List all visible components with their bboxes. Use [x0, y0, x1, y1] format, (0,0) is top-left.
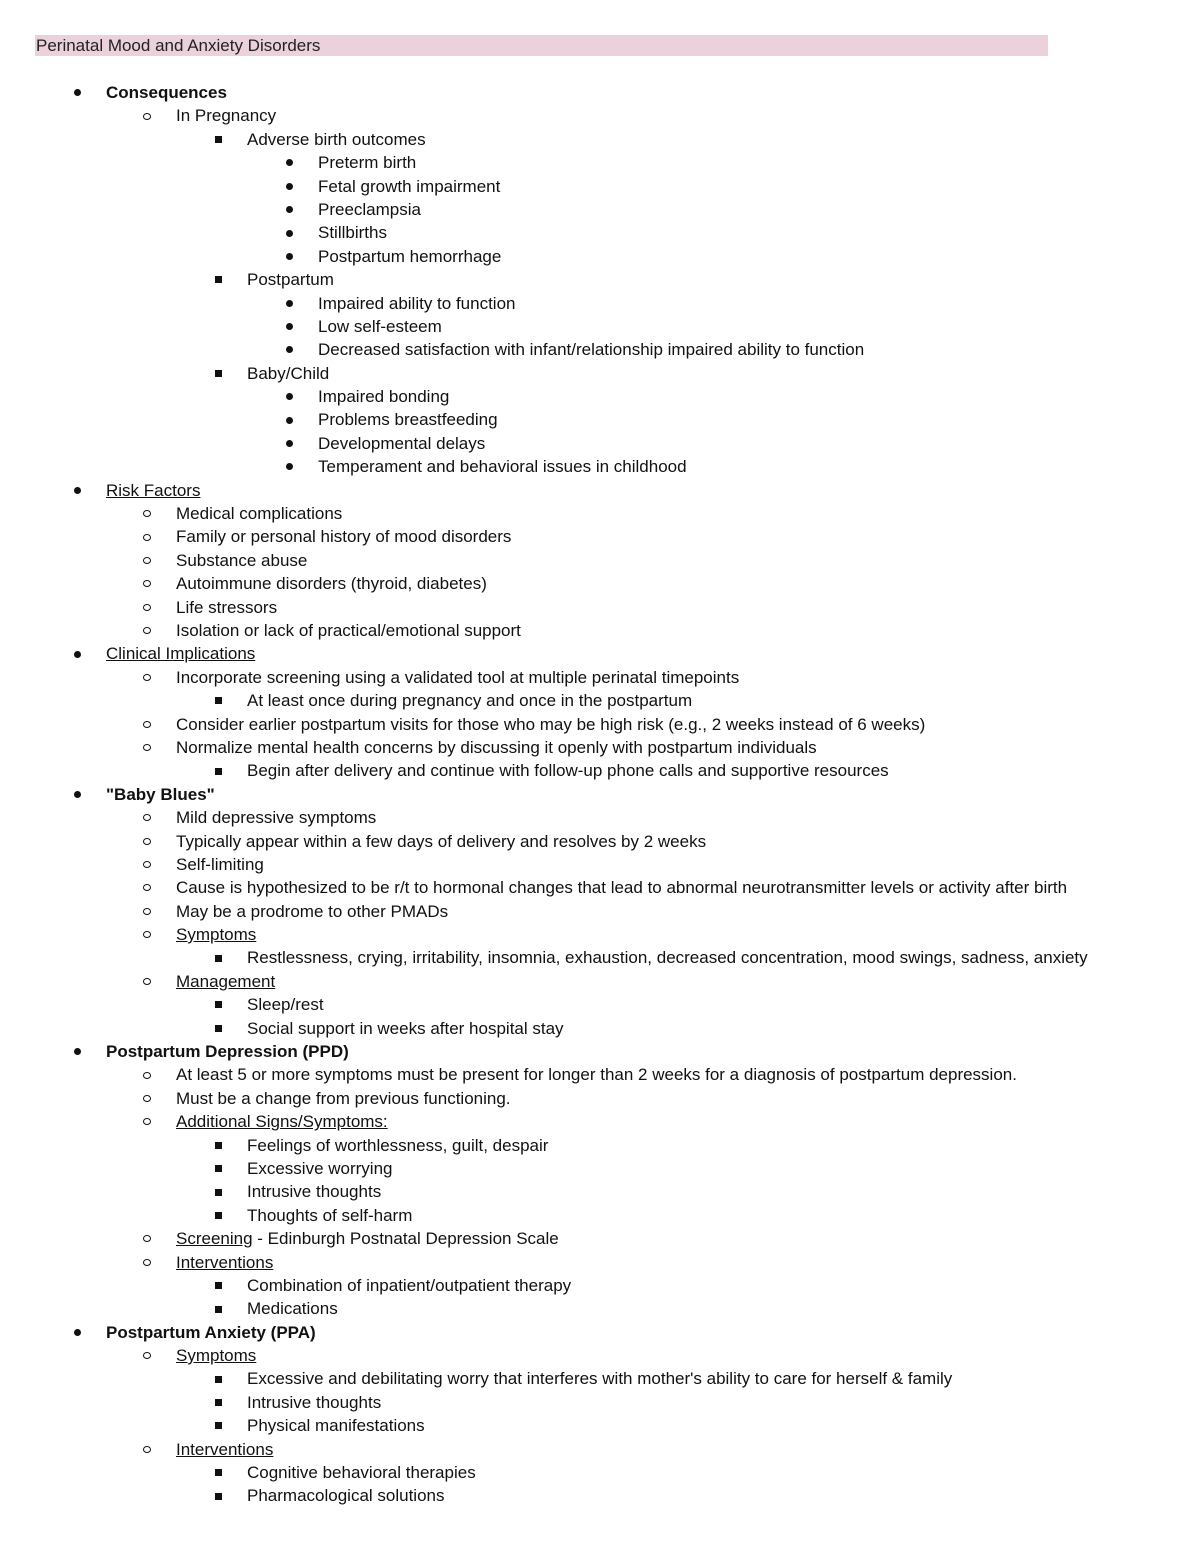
item-label: Combination of inpatient/outpatient therapy: [247, 1275, 572, 1295]
outline-item-text: [176, 1227, 559, 1250]
item-label: Intrusive thoughts: [247, 1392, 382, 1412]
bullet-square-icon: [211, 1204, 225, 1227]
outline-item-level-4: [0, 175, 1200, 198]
bullet-hollow-circle-icon: [140, 876, 154, 899]
outline-item-text: [247, 1297, 338, 1320]
bullet-square-icon: [211, 1461, 225, 1484]
outline-item-text: [176, 549, 307, 572]
item-label: Impaired bonding: [318, 387, 450, 407]
bullet-hollow-circle-icon: [140, 830, 154, 853]
bullet-square-icon: [211, 362, 225, 385]
outline-item-level-4: [0, 221, 1200, 244]
section-heading: Risk Factors: [106, 480, 201, 500]
bullet-hollow-circle-icon: [140, 806, 154, 829]
outline-item-level-2: [0, 713, 1200, 736]
outline-item-text: [247, 268, 334, 291]
bullet-hollow-circle-icon: [140, 502, 154, 525]
outline-item-level-3: [0, 759, 1200, 782]
outline-item-level-3: [0, 1274, 1200, 1297]
outline-item-text: [247, 1391, 381, 1414]
outline-item-level-4: [0, 408, 1200, 431]
outline-item-text: [318, 432, 485, 455]
outline-item-text: [318, 175, 500, 198]
outline-item-level-1: [0, 642, 1200, 665]
bullet-filled-circle-icon: [70, 642, 84, 665]
outline-item-text: [247, 362, 329, 385]
outline-item-level-3: [0, 1157, 1200, 1180]
outline-item-level-2: [0, 1344, 1200, 1367]
bullet-square-icon: [211, 1484, 225, 1507]
outline-item-text: [176, 830, 706, 853]
bullet-square-icon: [211, 993, 225, 1016]
bullet-filled-circle-icon: [282, 245, 296, 268]
outline-item-level-4: [0, 315, 1200, 338]
outline-item-text: [247, 128, 426, 151]
outline-item-text: [176, 1087, 511, 1110]
item-label: Social support in weeks after hospital stay: [247, 1018, 564, 1038]
outline-item-level-3: [0, 128, 1200, 151]
outline-item-level-2: [0, 1110, 1200, 1133]
outline-item-level-2: [0, 830, 1200, 853]
item-label: Postpartum hemorrhage: [318, 246, 502, 266]
outline-item-text: [318, 292, 516, 315]
outline-item-level-2: [0, 1438, 1200, 1461]
bullet-square-icon: [211, 1274, 225, 1297]
item-label: Stillbirths: [318, 223, 387, 243]
bullet-hollow-circle-icon: [140, 736, 154, 759]
document-title: Perinatal Mood and Anxiety Disorders: [36, 36, 321, 55]
bullet-hollow-circle-icon: [140, 549, 154, 572]
bullet-filled-circle-icon: [282, 175, 296, 198]
bullet-hollow-circle-icon: [140, 1110, 154, 1133]
outline-item-text: [176, 1438, 273, 1461]
bullet-square-icon: [211, 1414, 225, 1437]
item-label: Self-limiting: [176, 854, 264, 874]
item-label: Screening: [176, 1229, 253, 1249]
bullet-hollow-circle-icon: [140, 572, 154, 595]
outline-item-text: [318, 198, 421, 221]
bullet-hollow-circle-icon: [140, 1438, 154, 1461]
bullet-hollow-circle-icon: [140, 853, 154, 876]
outline-item-text: [176, 1063, 1017, 1086]
item-label: Begin after delivery and continue with follow-up phone calls and supportive resources: [247, 761, 889, 781]
outline-item-level-3: [0, 993, 1200, 1016]
bullet-square-icon: [211, 1180, 225, 1203]
item-label: Developmental delays: [318, 433, 486, 453]
item-label: Feelings of worthlessness, guilt, despair: [247, 1135, 549, 1155]
bullet-hollow-circle-icon: [140, 713, 154, 736]
outline-item-level-3: [0, 1297, 1200, 1320]
section-heading: Postpartum Depression (PPD): [106, 1042, 349, 1062]
item-label: Temperament and behavioral issues in childhood: [318, 457, 687, 477]
outline-item-level-3: [0, 1180, 1200, 1203]
outline-item-text: [176, 806, 376, 829]
item-label: Fetal growth impairment: [318, 176, 501, 196]
bullet-square-icon: [211, 128, 225, 151]
bullet-square-icon: [211, 946, 225, 969]
outline-item-level-3: [0, 1134, 1200, 1157]
item-label: Physical manifestations: [247, 1416, 425, 1436]
bullet-square-icon: [211, 1391, 225, 1414]
bullet-filled-circle-icon: [282, 198, 296, 221]
outline-item-text: [247, 1017, 564, 1040]
section-heading: "Baby Blues": [106, 784, 215, 804]
outline-item-level-3: [0, 1414, 1200, 1437]
outline-item-level-2: [0, 1251, 1200, 1274]
bullet-filled-circle-icon: [282, 292, 296, 315]
bullet-square-icon: [211, 1297, 225, 1320]
outline-item-level-3: [0, 1367, 1200, 1390]
outline-item-level-3: [0, 1391, 1200, 1414]
outline-item-level-1: [0, 1321, 1200, 1344]
bullet-hollow-circle-icon: [140, 1227, 154, 1250]
bullet-hollow-circle-icon: [140, 1344, 154, 1367]
outline-item-text: [247, 1274, 571, 1297]
outline-item-text: [176, 923, 256, 946]
bullet-hollow-circle-icon: [140, 923, 154, 946]
bullet-filled-circle-icon: [70, 479, 84, 502]
outline-item-level-2: [0, 549, 1200, 572]
outline-item-text: [176, 502, 342, 525]
item-label: In Pregnancy: [176, 106, 277, 126]
document-title-bar: [35, 35, 1048, 56]
item-label: Interventions: [176, 1252, 274, 1272]
outline-item-text: [247, 1461, 476, 1484]
outline-item-text: [176, 1251, 273, 1274]
outline-item-text: [176, 853, 264, 876]
outline-item-level-1: [0, 81, 1200, 104]
item-label: Postpartum: [247, 270, 334, 290]
outline-item-level-3: [0, 1204, 1200, 1227]
outline-item-text: [176, 1110, 388, 1133]
outline-item-text: [176, 900, 448, 923]
outline-item-text: [176, 619, 521, 642]
bullet-hollow-circle-icon: [140, 104, 154, 127]
item-label: Thoughts of self-harm: [247, 1205, 413, 1225]
outline-item-level-2: [0, 1227, 1200, 1250]
item-label: Pharmacological solutions: [247, 1486, 445, 1506]
bullet-filled-circle-icon: [282, 221, 296, 244]
outline-item-text: [176, 736, 817, 759]
bullet-filled-circle-icon: [282, 151, 296, 174]
outline-item-text: [318, 408, 498, 431]
item-label: Mild depressive symptoms: [176, 808, 377, 828]
item-label: Intrusive thoughts: [247, 1182, 382, 1202]
outline-item-text: [176, 1344, 256, 1367]
outline-item-text: [176, 666, 739, 689]
outline-item-level-2: [0, 1087, 1200, 1110]
outline-item-level-2: [0, 736, 1200, 759]
section-heading: Postpartum Anxiety (PPA): [106, 1322, 316, 1342]
outline-item-level-2: [0, 876, 1200, 899]
outline-item-text: [318, 385, 449, 408]
bullet-filled-circle-icon: [282, 385, 296, 408]
outline-item-level-3: [0, 362, 1200, 385]
bullet-hollow-circle-icon: [140, 596, 154, 619]
item-label: Preterm birth: [318, 153, 417, 173]
outline-item-text: [106, 642, 255, 665]
item-label: Interventions: [176, 1439, 274, 1459]
bullet-square-icon: [211, 1134, 225, 1157]
outline-item-level-2: [0, 572, 1200, 595]
bullet-square-icon: [211, 1367, 225, 1390]
outline-item-level-2: [0, 525, 1200, 548]
bullet-filled-circle-icon: [70, 1040, 84, 1063]
item-label: Must be a change from previous functioning.: [176, 1088, 511, 1108]
item-label: Decreased satisfaction with infant/relationship impaired ability to function: [318, 340, 865, 360]
bullet-filled-circle-icon: [282, 455, 296, 478]
item-label: Medical complications: [176, 504, 343, 524]
outline-item-text: [106, 1040, 349, 1063]
bullet-square-icon: [211, 689, 225, 712]
bullet-filled-circle-icon: [70, 1321, 84, 1344]
item-label: Sleep/rest: [247, 995, 324, 1015]
outline-item-text: [176, 104, 276, 127]
outline-item-level-2: [0, 619, 1200, 642]
item-label: Typically appear within a few days of delivery and resolves by 2 weeks: [176, 831, 707, 851]
item-label: Low self-esteem: [318, 316, 442, 336]
outline-item-level-3: [0, 946, 1200, 969]
bullet-square-icon: [211, 1017, 225, 1040]
item-label: At least 5 or more symptoms must be present for longer than 2 weeks for a diagnosis of postpartum depression.: [176, 1065, 1017, 1085]
bullet-square-icon: [211, 759, 225, 782]
item-label: Excessive and debilitating worry that interferes with mother's ability to care for herself & family: [247, 1369, 953, 1389]
item-label: Cause is hypothesized to be r/t to hormonal changes that lead to abnormal neurotransmitter levels or activity after birth: [176, 878, 1068, 898]
outline-item-level-2: [0, 104, 1200, 127]
outline-item-level-4: [0, 245, 1200, 268]
bullet-filled-circle-icon: [70, 81, 84, 104]
bullet-filled-circle-icon: [282, 432, 296, 455]
outline-item-text: [247, 759, 889, 782]
item-label: Incorporate screening using a validated tool at multiple perinatal timepoints: [176, 667, 740, 687]
outline-item-level-2: [0, 923, 1200, 946]
outline-item-text: [247, 1367, 952, 1390]
outline-item-text: [318, 455, 687, 478]
item-label: Cognitive behavioral therapies: [247, 1463, 476, 1483]
bullet-filled-circle-icon: [282, 338, 296, 361]
outline-item-level-2: [0, 900, 1200, 923]
item-label: Baby/Child: [247, 363, 330, 383]
item-label: Autoimmune disorders (thyroid, diabetes): [176, 574, 487, 594]
outline-item-level-3: [0, 689, 1200, 712]
outline-item-text: [176, 525, 511, 548]
outline-item-level-4: [0, 338, 1200, 361]
outline-item-level-4: [0, 151, 1200, 174]
item-label: Adverse birth outcomes: [247, 129, 426, 149]
outline-item-text: [247, 1204, 412, 1227]
outline-item-level-2: [0, 853, 1200, 876]
item-label: Normalize mental health concerns by discussing it openly with postpartum individuals: [176, 737, 817, 757]
outline-item-text: [318, 315, 442, 338]
bullet-hollow-circle-icon: [140, 1087, 154, 1110]
outline-item-text: [106, 783, 215, 806]
outline-item-level-4: [0, 385, 1200, 408]
item-label: Impaired ability to function: [318, 293, 516, 313]
item-label: Management: [176, 971, 276, 991]
outline-item-text: [318, 245, 501, 268]
bullet-square-icon: [211, 268, 225, 291]
outline-item-text: [247, 1484, 445, 1507]
item-label: Preeclampsia: [318, 199, 421, 219]
outline-item-level-1: [0, 783, 1200, 806]
item-label: Life stressors: [176, 597, 278, 617]
item-label: Substance abuse: [176, 550, 308, 570]
item-label: Excessive worrying: [247, 1158, 393, 1178]
outline-item-text: [176, 713, 925, 736]
outline-item-text: [106, 479, 200, 502]
outline-item-text: [176, 596, 277, 619]
outline-item-level-3: [0, 1017, 1200, 1040]
bullet-filled-circle-icon: [282, 315, 296, 338]
item-label: May be a prodrome to other PMADs: [176, 901, 449, 921]
outline-item-level-2: [0, 596, 1200, 619]
outline-item-text: [106, 1321, 316, 1344]
item-label: Additional Signs/Symptoms:: [176, 1112, 388, 1132]
outline-item-level-3: [0, 1484, 1200, 1507]
section-heading: Consequences: [106, 83, 227, 102]
outline-item-level-2: [0, 1063, 1200, 1086]
bullet-hollow-circle-icon: [140, 666, 154, 689]
outline-item-text: [247, 946, 1088, 969]
outline-list: [0, 81, 1200, 1508]
outline-item-level-3: [0, 1461, 1200, 1484]
outline-item-text: [106, 81, 227, 104]
outline-item-text: [247, 689, 692, 712]
outline-item-text: [176, 572, 487, 595]
outline-item-level-2: [0, 502, 1200, 525]
item-label: Symptoms: [176, 1346, 257, 1366]
bullet-hollow-circle-icon: [140, 1251, 154, 1274]
item-label: At least once during pregnancy and once in the postpartum: [247, 691, 693, 711]
item-label: Family or personal history of mood disorders: [176, 527, 512, 547]
outline-item-level-1: [0, 479, 1200, 502]
bullet-hollow-circle-icon: [140, 525, 154, 548]
item-label: Problems breastfeeding: [318, 410, 498, 430]
outline-item-level-4: [0, 292, 1200, 315]
outline-item-level-2: [0, 666, 1200, 689]
bullet-hollow-circle-icon: [140, 1063, 154, 1086]
bullet-filled-circle-icon: [70, 783, 84, 806]
outline-item-text: [318, 221, 387, 244]
outline-item-text: [247, 1157, 393, 1180]
outline-item-level-3: [0, 268, 1200, 291]
item-label: Symptoms: [176, 925, 257, 945]
bullet-square-icon: [211, 1157, 225, 1180]
bullet-hollow-circle-icon: [140, 970, 154, 993]
outline-item-text: [247, 1180, 381, 1203]
outline-item-level-2: [0, 970, 1200, 993]
bullet-filled-circle-icon: [282, 408, 296, 431]
outline-item-text: [176, 970, 275, 993]
outline-item-text: [318, 151, 416, 174]
outline-item-text: [247, 993, 324, 1016]
item-label: Medications: [247, 1299, 338, 1319]
bullet-hollow-circle-icon: [140, 900, 154, 923]
bullet-hollow-circle-icon: [140, 619, 154, 642]
outline-item-text: [318, 338, 864, 361]
outline-item-text: [247, 1414, 425, 1437]
outline-item-text: [247, 1134, 548, 1157]
section-heading: Clinical Implications: [106, 644, 256, 664]
item-label: Restlessness, crying, irritability, insomnia, exhaustion, decreased concentration, mood swings, sadness, anxiety: [247, 948, 1088, 968]
outline-item-level-2: [0, 806, 1200, 829]
outline-item-text: [176, 876, 1067, 899]
outline-item-level-4: [0, 198, 1200, 221]
item-label: Isolation or lack of practical/emotional support: [176, 620, 521, 640]
item-label: Consider earlier postpartum visits for those who may be high risk (e.g., 2 weeks instead of 6 weeks): [176, 714, 926, 734]
item-label-suffix: - Edinburgh Postnatal Depression Scale: [252, 1229, 559, 1249]
outline-item-level-4: [0, 432, 1200, 455]
outline-item-level-4: [0, 455, 1200, 478]
outline-item-level-1: [0, 1040, 1200, 1063]
